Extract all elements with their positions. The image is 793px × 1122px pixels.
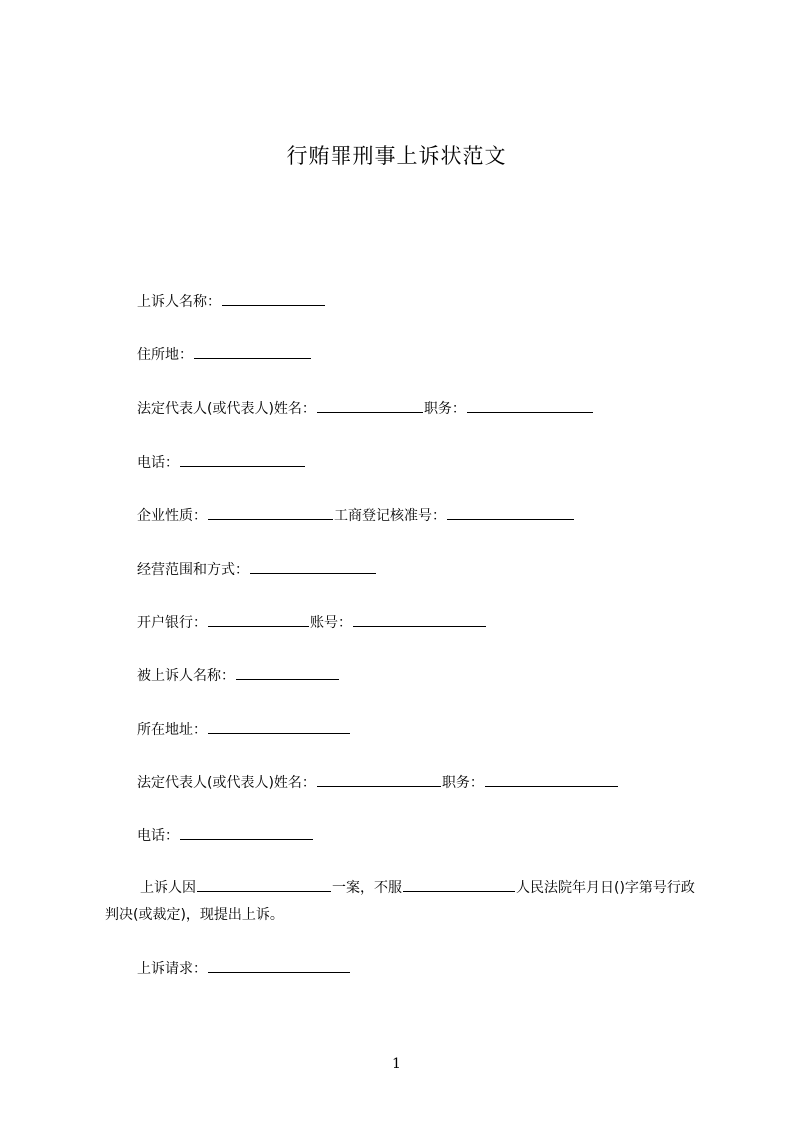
appellee-address-line	[137, 719, 351, 740]
appeal-request-line	[137, 958, 351, 979]
address-line	[137, 344, 312, 365]
bank-label: 开户银行：	[137, 615, 207, 631]
account-blank	[353, 612, 486, 627]
appellee-phone-line	[137, 825, 314, 846]
statement-part1: 上诉人因	[140, 880, 196, 896]
statement-part3: 人民法院年月日()字第号行政判决(或裁定)，现提出上诉。	[105, 880, 695, 923]
phone-blank	[180, 452, 305, 467]
appellee-phone-blank	[180, 825, 313, 840]
appellee-name-label: 被上诉人名称：	[137, 668, 235, 684]
legal-rep-label: 法定代表人(或代表人)姓名：	[137, 401, 316, 417]
business-reg-label: 工商登记核准号：	[334, 508, 446, 524]
appellee-name-blank	[236, 665, 339, 680]
appellee-legal-rep-blank	[317, 772, 441, 787]
appellant-name-line	[137, 291, 326, 312]
business-scope-label: 经营范围和方式：	[137, 562, 249, 578]
bank-blank	[208, 612, 309, 627]
document-title: 行贿罪刑事上诉状范文	[286, 144, 507, 168]
address-blank	[194, 344, 311, 359]
appellant-name-blank	[222, 291, 325, 306]
bank-line	[137, 612, 487, 633]
court-name-blank	[403, 877, 515, 892]
enterprise-type-line	[137, 505, 575, 526]
appellee-legal-rep-label: 法定代表人(或代表人)姓名：	[137, 775, 316, 791]
legal-rep-line	[137, 398, 594, 419]
phone-label: 电话：	[137, 455, 179, 471]
appeal-request-blank	[208, 958, 350, 973]
appellee-address-blank	[208, 719, 350, 734]
position-label: 职务：	[423, 401, 466, 417]
appeal-statement	[105, 875, 705, 929]
appellee-address-label: 所在地址：	[137, 722, 207, 738]
address-label: 住所地：	[137, 347, 193, 363]
appellant-name-label: 上诉人名称：	[137, 294, 221, 310]
business-scope-line	[137, 559, 377, 580]
business-reg-blank	[447, 505, 574, 520]
account-label: 账号：	[310, 615, 352, 631]
legal-rep-blank	[317, 398, 423, 413]
appellee-phone-label: 电话：	[137, 828, 179, 844]
enterprise-type-label: 企业性质：	[137, 508, 207, 524]
phone-line	[137, 452, 306, 473]
position-blank	[467, 398, 593, 413]
case-name-blank	[197, 877, 331, 892]
appellee-position-label: 职务：	[441, 775, 484, 791]
appellee-legal-rep-line	[137, 772, 619, 793]
enterprise-type-blank	[208, 505, 333, 520]
appellee-position-blank	[485, 772, 618, 787]
statement-part2: 一案，不服	[332, 880, 402, 896]
page-number: 1	[392, 1056, 401, 1072]
appeal-request-label: 上诉请求：	[137, 961, 207, 977]
business-scope-blank	[250, 559, 376, 574]
appellee-name-line	[137, 665, 340, 686]
